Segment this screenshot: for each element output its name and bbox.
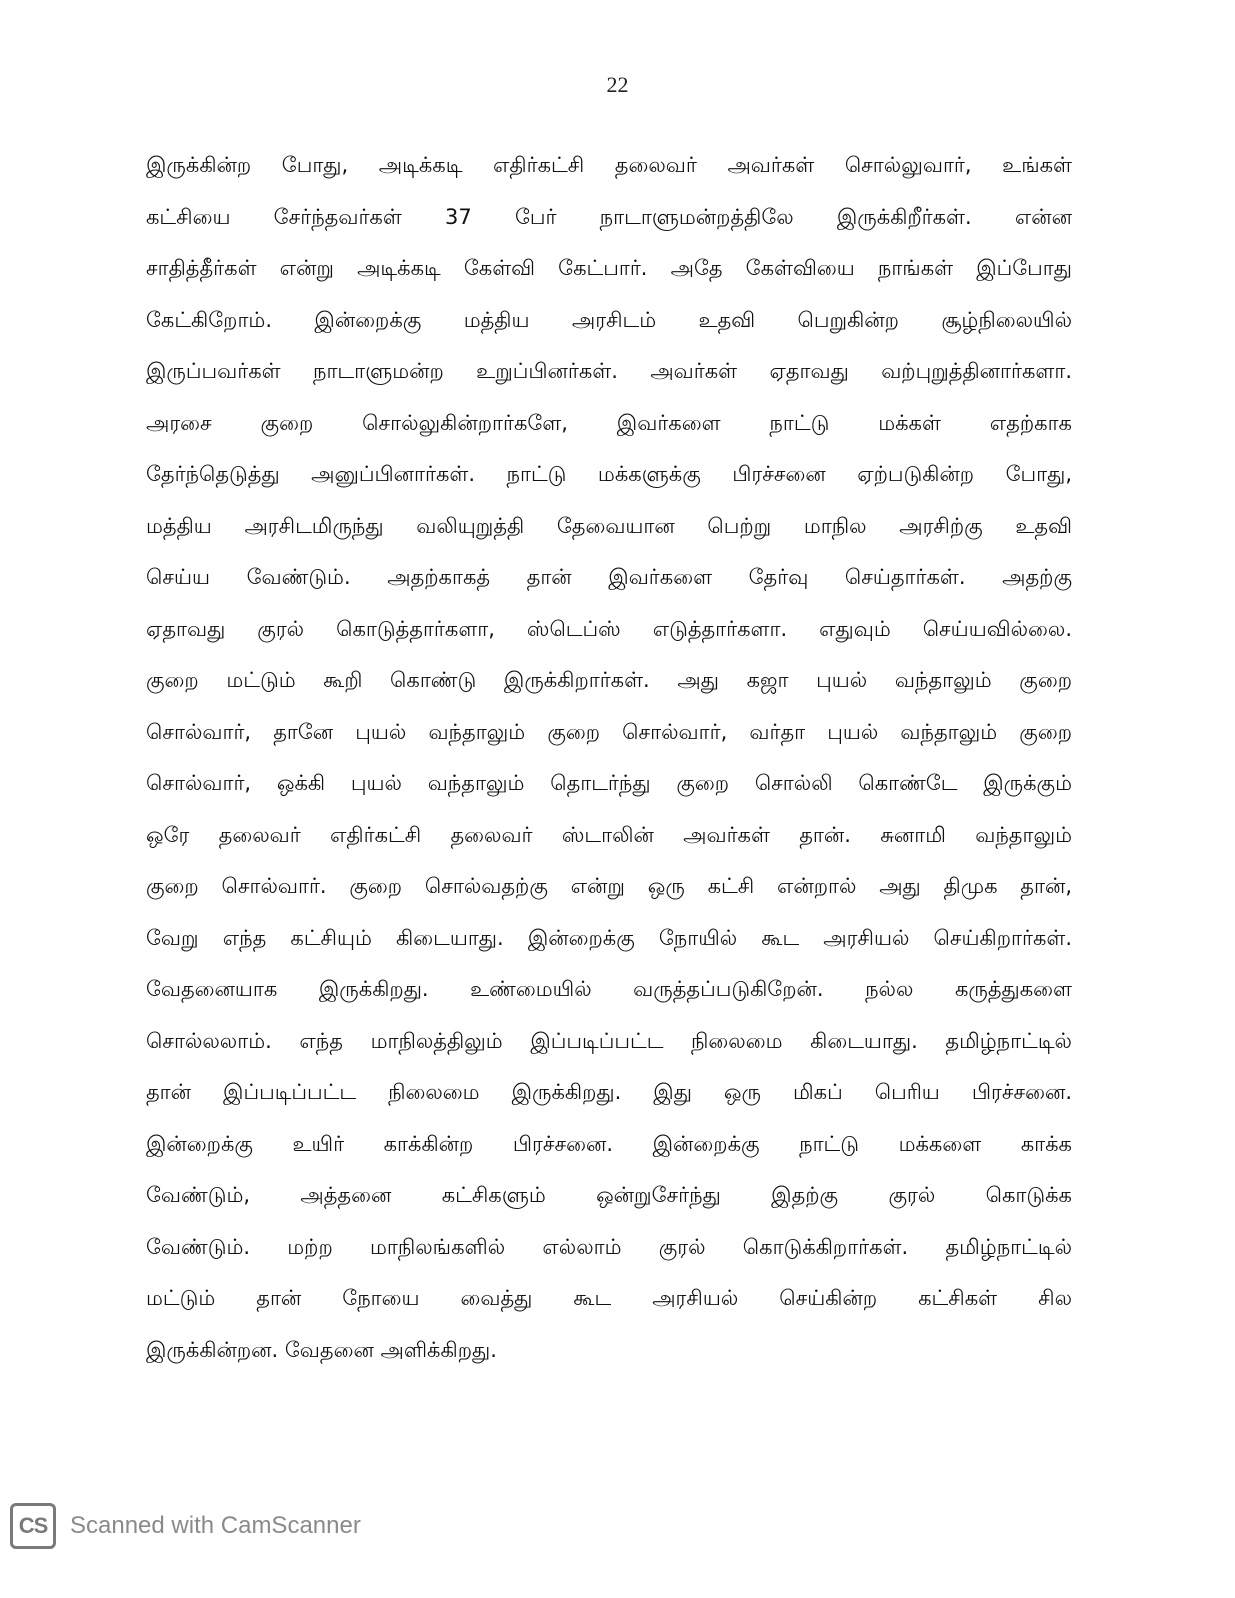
text-line: வேதனையாக இருக்கிறது. உண்மையில் வருத்தப்படுகிறேன். நல்ல கருத்துகளை [146,977,1072,1001]
text-line: கேட்கிறோம். இன்றைக்கு மத்திய அரசிடம் உதவி பெறுகின்ற சூழ்நிலையில் [146,307,1072,332]
text-line: சொல்லலாம். எந்த மாநிலத்திலும் இப்படிப்பட்ட நிலைமை கிடையாது. தமிழ்நாட்டில் [146,1028,1072,1053]
text-line: அரசை குறை சொல்லுகின்றார்களே, இவர்களை நாட்டு மக்கள் எதற்காக [146,410,1072,435]
camscanner-text: Scanned with CamScanner [70,1512,361,1539]
body-text [146,140,1072,1376]
text-line: ஒரே தலைவர் எதிர்கட்சி தலைவர் ஸ்டாலின் அவர்கள் தான். சுனாமி வந்தாலும் [146,822,1072,847]
text-line: இருக்கின்ற போது, அடிக்கடி எதிர்கட்சி தலைவர் அவர்கள் சொல்லுவார், உங்கள் [146,153,1072,177]
text-line: குறை சொல்வார். குறை சொல்வதற்கு என்று ஒரு கட்சி என்றால் அது திமுக தான், [146,874,1072,898]
camscanner-logo-icon: CS [10,1503,56,1549]
text-line: குறை மட்டும் கூறி கொண்டு இருக்கிறார்கள். அது கஜா புயல் வந்தாலும் குறை [146,668,1072,692]
text-line: தேர்ந்தெடுத்து அனுப்பினார்கள். நாட்டு மக்களுக்கு பிரச்சனை ஏற்படுகின்ற போது, [146,462,1072,486]
text-line: சொல்வார், தானே புயல் வந்தாலும் குறை சொல்வார், வர்தா புயல் வந்தாலும் குறை [146,719,1072,744]
camscanner-footer [10,1503,361,1549]
text-line: ஏதாவது குரல் கொடுத்தார்களா, ஸ்டெப்ஸ் எடுத்தார்களா. எதுவும் செய்யவில்லை. [146,616,1072,641]
text-line: மத்திய அரசிடமிருந்து வலியுறுத்தி தேவையான பெற்று மாநில அரசிற்கு உதவி [146,513,1072,538]
text-line: செய்ய வேண்டும். அதற்காகத் தான் இவர்களை தேர்வு செய்தார்கள். அதற்கு [146,565,1072,589]
text-line: வேண்டும், அத்தனை கட்சிகளும் ஒன்றுசேர்ந்து இதற்கு குரல் கொடுக்க [146,1183,1072,1207]
text-line: இருப்பவர்கள் நாடாளுமன்ற உறுப்பினர்கள். அவர்கள் ஏதாவது வற்புறுத்தினார்களா. [146,359,1072,383]
text-line: இருக்கின்றன. வேதனை அளிக்கிறது. [146,1337,497,1362]
text-line: தான் இப்படிப்பட்ட நிலைமை இருக்கிறது. இது ஒரு மிகப் பெரிய பிரச்சனை. [146,1080,1072,1104]
text-line: மட்டும் தான் நோயை வைத்து கூட அரசியல் செய்கின்ற கட்சிகள் சில [146,1286,1072,1310]
text-line: சாதித்தீர்கள் என்று அடிக்கடி கேள்வி கேட்பார். அதே கேள்வியை நாங்கள் இப்போது [146,256,1072,280]
text-line: சொல்வார், ஒக்கி புயல் வந்தாலும் தொடர்ந்து குறை சொல்லி கொண்டே இருக்கும் [146,771,1072,795]
page-number: 22 [606,72,629,97]
text-line: கட்சியை சேர்ந்தவர்கள் 37 பேர் நாடாளுமன்றத்திலே இருக்கிறீர்கள். என்ன [146,204,1072,229]
text-line: இன்றைக்கு உயிர் காக்கின்ற பிரச்சனை. இன்றைக்கு நாட்டு மக்களை காக்க [146,1131,1072,1156]
text-line: வேறு எந்த கட்சியும் கிடையாது. இன்றைக்கு நோயில் கூட அரசியல் செய்கிறார்கள். [146,925,1072,950]
text-line: வேண்டும். மற்ற மாநிலங்களில் எல்லாம் குரல் கொடுக்கிறார்கள். தமிழ்நாட்டில் [146,1234,1072,1259]
